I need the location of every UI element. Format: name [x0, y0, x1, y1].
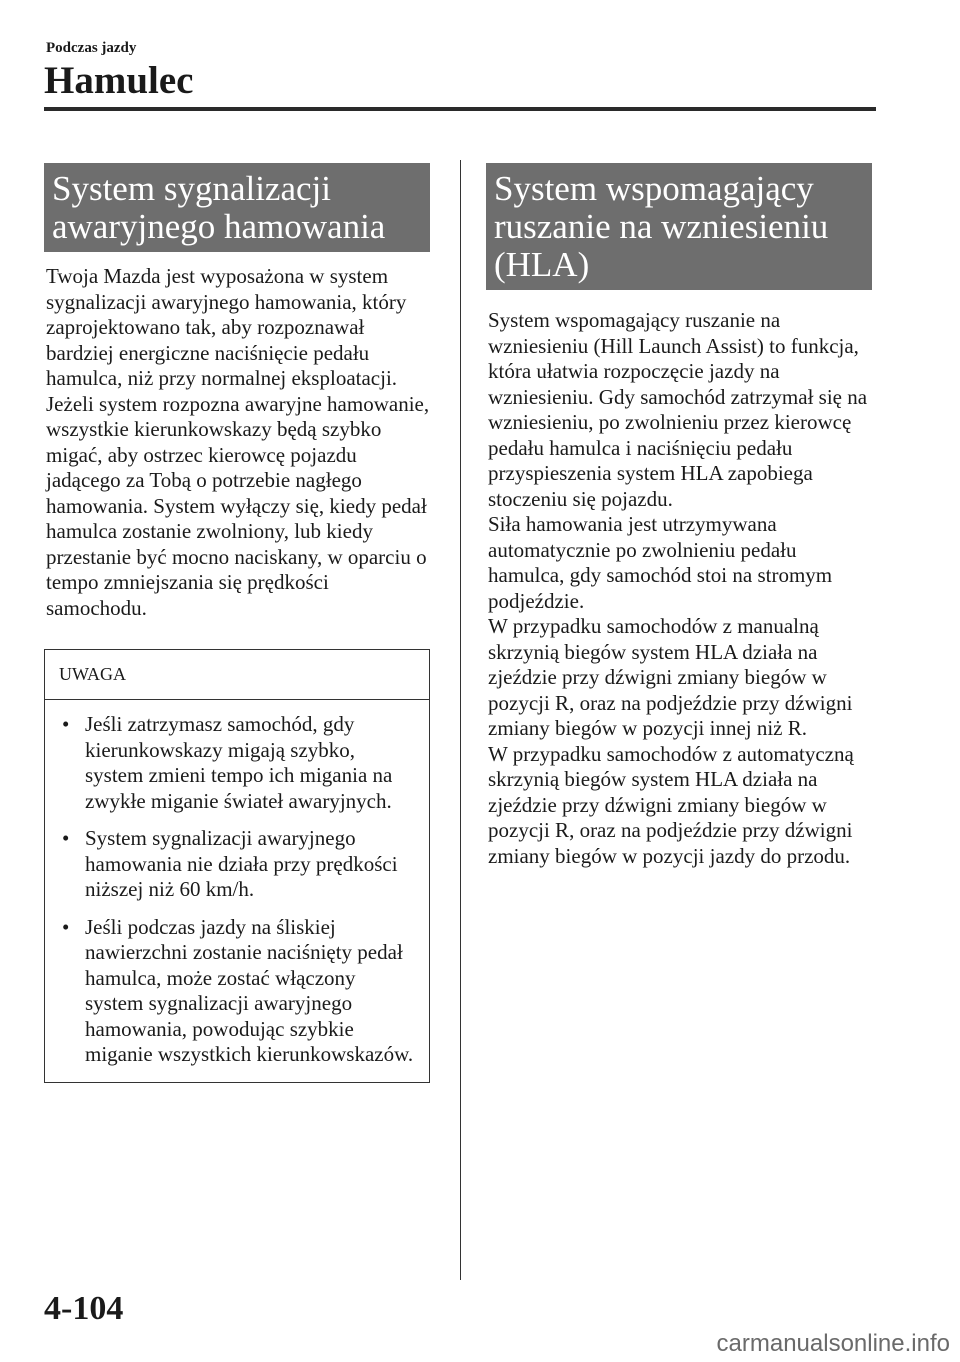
note-text: System sygnalizacji awaryjnego hamowania nie działa przy prędkości niższej niż 60 km/h. — [85, 826, 398, 901]
hla-body — [488, 308, 872, 869]
title-rule — [44, 107, 876, 111]
column-divider — [460, 160, 461, 1280]
watermark: carmanualsonline.info — [716, 1330, 950, 1357]
right-column — [486, 163, 872, 869]
note-label: UWAGA — [45, 650, 429, 700]
page-number: 4-104 — [44, 1290, 124, 1327]
hla-heading: System wspomagający ruszanie na wzniesieniu (HLA) — [486, 163, 872, 290]
note-item — [57, 712, 417, 814]
hla-paragraph: System wspomagający ruszanie na wzniesieniu (Hill Launch Assist) to funkcja, która ułatwia rozpoczęcie jazdy na wzniesieniu. Gdy samochód zatrzymał się na wzniesieniu, po zwolnieniu przez kierowcę pedału hamulca i naciśnięciu pedału przyspieszenia system HLA zapobiega stoczeniu się pojazdu. — [488, 308, 868, 511]
note-text: Jeśli zatrzymasz samochód, gdy kierunkowskazy migają szybko, system zmieni tempo ich migania na zwykłe miganie świateł awaryjnych. — [85, 712, 393, 813]
left-column — [44, 163, 430, 1083]
hla-paragraph: W przypadku samochodów z manualną skrzynią biegów system HLA działa na zjeździe przy dźwigni zmiany biegów w pozycji R, oraz na podjeździe przy dźwigni zmiany biegów w pozycji innej niż R. — [488, 614, 853, 740]
bullet-icon: • — [62, 826, 70, 850]
bullet-icon: • — [62, 712, 70, 736]
emergency-signal-paragraph: Twoja Mazda jest wyposażona w system sygnalizacji awaryjnego hamowania, który zaprojektowano tak, aby rozpoznawał bardziej energiczne naciśnięcie pedału hamulca, niż przy normalnej eksploatacji. Jeżeli system rozpozna awaryjne hamowanie, wszystkie kierunkowskazy będą szybko migać, aby ostrzec kierowcę pojazdu jadącego za Tobą o potrzebie nagłego hamowania. System wyłączy się, kiedy pedał hamulca zostanie zwolniony, lub kiedy przestanie być mocno naciskany, w oparciu o tempo zmniejszania się prędkości samochodu. — [46, 264, 430, 620]
bullet-icon: • — [62, 914, 70, 939]
chapter-title: Hamulec — [44, 59, 194, 102]
note-item — [57, 826, 417, 903]
hla-paragraph: W przypadku samochodów z automatyczną skrzynią biegów system HLA działa na zjeździe przy dźwigni zmiany biegów w pozycji R, oraz na podjeździe przy dźwigni zmiany biegów w pozycji jazdy do przodu. — [488, 741, 854, 868]
note-item — [57, 915, 417, 1068]
hla-paragraph: Siła hamowania jest utrzymywana automatycznie po zwolnieniu pedału hamulca, gdy samochód stoi na stromym podjeździe. — [488, 512, 833, 613]
emergency-signal-heading: System sygnalizacji awaryjnego hamowania — [44, 163, 430, 252]
note-list — [45, 700, 429, 1082]
note-text: Jeśli podczas jazdy na śliskiej nawierzchni zostanie naciśnięty pedał hamulca, może zostać włączony system sygnalizacji awaryjnego hamowania, powodując szybkie miganie wszystkich kierunkowskazów. — [85, 914, 414, 1066]
section-label: Podczas jazdy — [46, 40, 137, 56]
note-box — [44, 649, 430, 1083]
